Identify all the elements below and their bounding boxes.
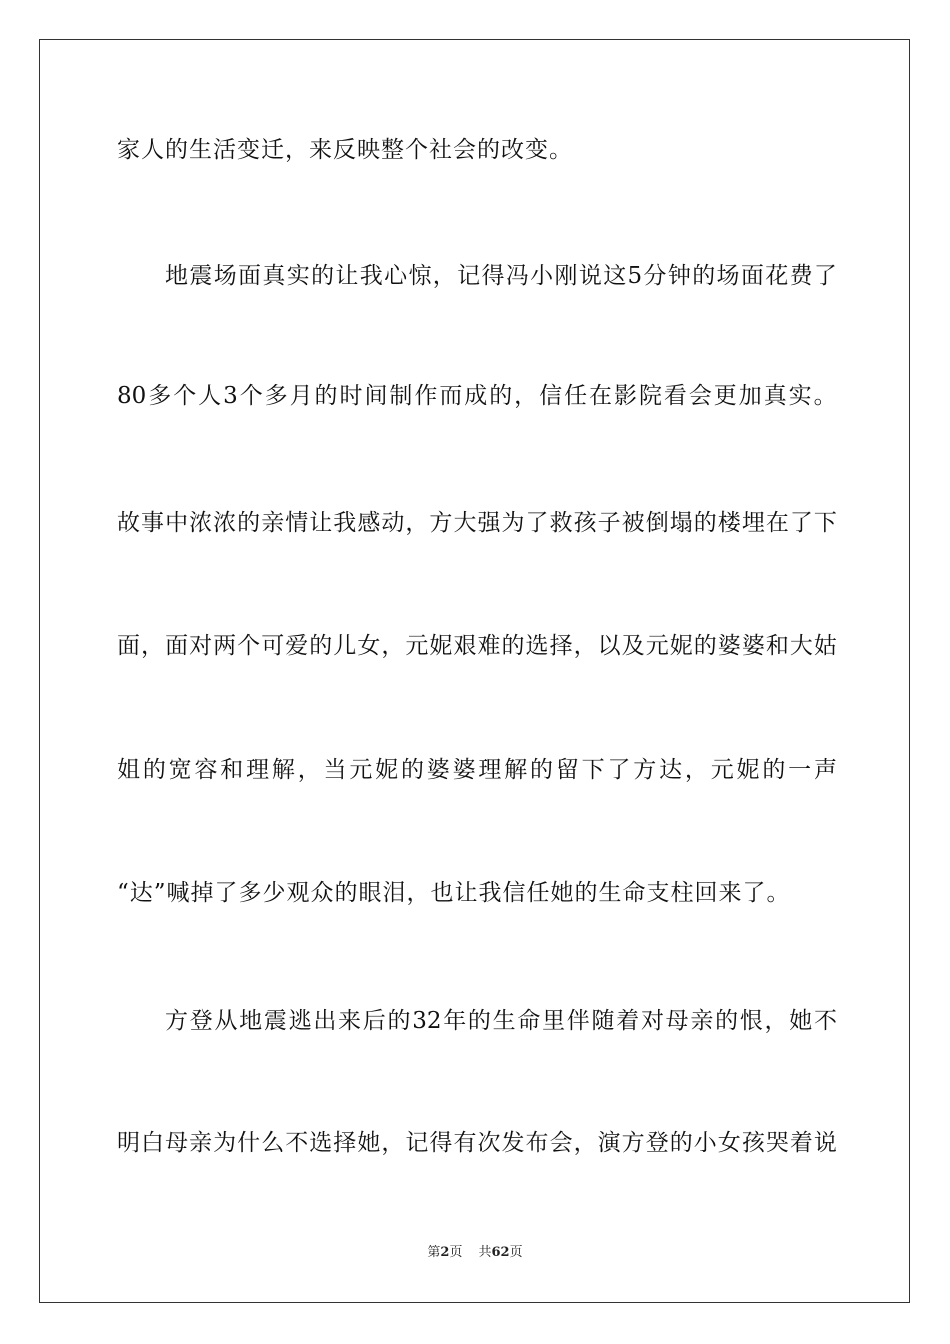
text-glyph: 的 (467, 1008, 491, 1034)
text-glyph: 一 (788, 757, 812, 783)
text-glyph: 看 (663, 383, 687, 409)
text-glyph: 么 (261, 1130, 285, 1156)
text-glyph: 发 (501, 1130, 525, 1156)
text-glyph: 方 (165, 1008, 188, 1034)
text-glyph: 的 (400, 757, 424, 783)
text-glyph: 次 (477, 1130, 501, 1156)
text-glyph: 婆 (717, 633, 741, 659)
text-glyph: 小 (530, 263, 554, 289)
text-glyph: 加 (738, 383, 762, 409)
text-glyph: 大 (453, 510, 477, 536)
text-glyph: 什 (237, 1130, 261, 1156)
text-glyph: 择 (549, 633, 573, 659)
text-glyph: 母 (665, 1008, 689, 1034)
text-glyph: 实 (286, 263, 310, 289)
text-glyph: 生 (492, 1008, 516, 1034)
text-glyph: 任 (564, 383, 588, 409)
text-glyph: 元 (405, 633, 429, 659)
text-glyph: 惊 (408, 263, 432, 289)
text-glyph: 了 (607, 757, 631, 783)
text-glyph: 下 (581, 757, 605, 783)
text-line-1: 家人的生活变迁，来反映整个社会的改变。 (117, 137, 573, 163)
text-glyph: 逃 (288, 1008, 312, 1034)
text-glyph: 事 (141, 510, 165, 536)
text-line-9 (117, 1128, 837, 1158)
text-glyph: 婆 (741, 633, 765, 659)
text-glyph: 选 (309, 1130, 333, 1156)
text-glyph: ， (514, 383, 538, 409)
text-glyph: 这 (603, 263, 627, 289)
text-glyph: 后 (362, 1008, 386, 1034)
text-glyph: 震 (263, 1008, 287, 1034)
text-glyph: 而 (439, 383, 463, 409)
text-glyph: 钟 (667, 263, 691, 289)
text-glyph: 亲 (189, 1130, 213, 1156)
text-glyph: 妮 (669, 633, 693, 659)
text-glyph: 选 (525, 633, 549, 659)
text-glyph: 楼 (717, 510, 741, 536)
text-glyph: 恨 (739, 1008, 763, 1034)
text-glyph: 着 (616, 1008, 640, 1034)
text-glyph: 来 (338, 1008, 362, 1034)
text-glyph: 难 (477, 633, 501, 659)
text-glyph: 元 (710, 757, 734, 783)
text-glyph: 元 (349, 757, 373, 783)
text-glyph: 的 (501, 633, 525, 659)
text-glyph: 姐 (117, 757, 140, 783)
text-glyph: 明 (117, 1130, 140, 1156)
text-glyph: 在 (589, 383, 613, 409)
total-prefix: 共 (478, 1245, 492, 1260)
text-glyph: 哭 (765, 1130, 789, 1156)
text-glyph: 出 (313, 1008, 337, 1034)
text-glyph: 婆 (452, 757, 476, 783)
text-line-3 (117, 381, 837, 411)
text-glyph: ， (381, 633, 405, 659)
text-glyph: 的 (387, 1008, 411, 1034)
text-glyph: 的 (692, 263, 716, 289)
text-glyph: 。 (813, 383, 837, 409)
text-line-2 (165, 261, 837, 291)
text-glyph: 不 (285, 1130, 309, 1156)
text-glyph: 母 (165, 1130, 189, 1156)
text-glyph: 多 (264, 383, 288, 409)
text-glyph: 演 (597, 1130, 621, 1156)
text-glyph: 间 (364, 383, 388, 409)
text-glyph: 场 (716, 263, 740, 289)
page-prefix: 第 (427, 1245, 441, 1260)
text-glyph: 大 (789, 633, 813, 659)
text-glyph: 她 (357, 1130, 381, 1156)
text-glyph: 的 (762, 757, 786, 783)
text-glyph: 浓 (189, 510, 213, 536)
text-glyph: 登 (645, 1130, 669, 1156)
text-glyph: 3 (223, 383, 238, 409)
text-glyph: 刚 (554, 263, 578, 289)
text-glyph: 得 (429, 1130, 453, 1156)
text-glyph: ， (297, 757, 321, 783)
text-glyph: 信 (539, 383, 563, 409)
text-glyph: 白 (141, 1130, 165, 1156)
text-glyph: 理 (246, 757, 270, 783)
text-line-5 (117, 631, 837, 661)
text-glyph: 儿 (333, 633, 357, 659)
text-glyph: 浓 (213, 510, 237, 536)
text-glyph: 会 (549, 1130, 573, 1156)
text-glyph: 的 (693, 510, 717, 536)
text-glyph: 方 (621, 1130, 645, 1156)
total-suffix: 页 (509, 1245, 523, 1260)
text-glyph: 的 (142, 757, 166, 783)
text-glyph: 随 (591, 1008, 615, 1034)
text-glyph: 作 (414, 383, 438, 409)
text-glyph: 为 (501, 510, 525, 536)
text-glyph: 子 (597, 510, 621, 536)
text-glyph: 和 (765, 633, 789, 659)
text-glyph: 从 (214, 1008, 238, 1034)
text-glyph: 费 (789, 263, 813, 289)
text-glyph: 婆 (426, 757, 450, 783)
text-glyph: 宽 (168, 757, 192, 783)
text-glyph: 制 (389, 383, 413, 409)
text-glyph: 面 (740, 263, 764, 289)
text-glyph: 孩 (573, 510, 597, 536)
text-glyph: 的 (314, 383, 338, 409)
text-glyph: 中 (165, 510, 189, 536)
text-glyph: 的 (715, 1008, 739, 1034)
text-glyph: 了 (813, 263, 837, 289)
text-glyph: 让 (335, 263, 359, 289)
text-glyph: 院 (638, 383, 662, 409)
text-glyph: 伴 (566, 1008, 590, 1034)
text-glyph: 择 (333, 1130, 357, 1156)
text-glyph: 埋 (741, 510, 765, 536)
text-glyph: 声 (813, 757, 837, 783)
text-glyph: ， (381, 1130, 405, 1156)
text-glyph: 成 (464, 383, 488, 409)
text-glyph: 的 (237, 510, 261, 536)
text-glyph: 方 (633, 757, 657, 783)
text-glyph: 会 (688, 383, 712, 409)
text-glyph: 个 (237, 633, 261, 659)
text-glyph: 当 (323, 757, 347, 783)
text-glyph: 小 (693, 1130, 717, 1156)
text-glyph: 多 (148, 383, 172, 409)
text-glyph: 姑 (813, 633, 837, 659)
text-glyph: 和 (220, 757, 244, 783)
text-glyph: 让 (309, 510, 333, 536)
text-glyph: 地 (239, 1008, 263, 1034)
text-glyph: 强 (477, 510, 501, 536)
text-glyph: ， (573, 633, 597, 659)
text-glyph: ， (432, 263, 456, 289)
text-glyph: 个 (173, 383, 197, 409)
text-glyph: 亲 (690, 1008, 714, 1034)
text-glyph: 面 (238, 263, 262, 289)
text-glyph: 感 (357, 510, 381, 536)
total-pages: 62 (491, 1245, 510, 1260)
text-glyph: 实 (788, 383, 812, 409)
text-glyph: 爱 (285, 633, 309, 659)
text-glyph: 了 (525, 510, 549, 536)
text-glyph: 妮 (429, 633, 453, 659)
text-glyph: 登 (189, 1008, 213, 1034)
text-glyph: 影 (613, 383, 637, 409)
text-glyph: 记 (405, 1130, 429, 1156)
text-glyph: 对 (189, 633, 213, 659)
text-glyph: 情 (285, 510, 309, 536)
text-glyph: 妮 (375, 757, 399, 783)
text-glyph: 年 (443, 1008, 467, 1034)
text-glyph: 记 (457, 263, 481, 289)
text-glyph: 有 (453, 1130, 477, 1156)
page-suffix: 页 (449, 1245, 463, 1260)
text-glyph: 地 (165, 263, 188, 289)
text-glyph: 可 (261, 633, 285, 659)
text-glyph: 方 (429, 510, 453, 536)
text-glyph: 32 (412, 1008, 442, 1034)
text-glyph: 两 (213, 633, 237, 659)
text-glyph: 理 (478, 757, 502, 783)
text-glyph: 下 (813, 510, 837, 536)
text-glyph: 花 (765, 263, 789, 289)
text-glyph: 倒 (645, 510, 669, 536)
text-glyph: 容 (194, 757, 218, 783)
text-glyph: 真 (262, 263, 286, 289)
text-line-4 (117, 508, 837, 538)
page-number: 2 (440, 1245, 450, 1260)
text-glyph: 人 (198, 383, 222, 409)
text-glyph: 得 (481, 263, 505, 289)
text-glyph: 命 (517, 1008, 541, 1034)
text-glyph: 女 (717, 1130, 741, 1156)
text-glyph: 她 (789, 1008, 813, 1034)
text-glyph: 冯 (505, 263, 529, 289)
text-glyph: 救 (549, 510, 573, 536)
text-glyph: 的 (693, 633, 717, 659)
text-glyph: 80 (117, 383, 147, 409)
text-glyph: 元 (645, 633, 669, 659)
text-glyph: 动 (381, 510, 405, 536)
text-glyph: 及 (621, 633, 645, 659)
text-line-7: “达”喊掉了多少观众的眼泪，也让我信任她的生命支柱回来了。 (117, 880, 791, 906)
text-glyph: ， (764, 1008, 788, 1034)
text-glyph: 震 (189, 263, 213, 289)
text-glyph: 我 (333, 510, 357, 536)
text-glyph: ， (684, 757, 708, 783)
text-glyph: 真 (763, 383, 787, 409)
text-glyph: 的 (489, 383, 513, 409)
text-glyph: 我 (359, 263, 383, 289)
text-glyph: 说 (813, 1130, 837, 1156)
text-glyph: 里 (542, 1008, 566, 1034)
text-glyph: 场 (213, 263, 237, 289)
text-glyph: 面 (117, 633, 140, 659)
text-glyph: 被 (621, 510, 645, 536)
text-glyph: 塌 (669, 510, 693, 536)
text-glyph: 妮 (736, 757, 760, 783)
text-glyph: 对 (640, 1008, 664, 1034)
text-glyph: 故 (117, 510, 140, 536)
text-glyph: 月 (289, 383, 313, 409)
text-glyph: 了 (789, 510, 813, 536)
text-glyph: 不 (813, 1008, 837, 1034)
text-glyph: ， (405, 510, 429, 536)
text-glyph: 5 (627, 263, 643, 289)
text-glyph: 的 (669, 1130, 693, 1156)
text-glyph: 面 (165, 633, 189, 659)
text-glyph: 留 (555, 757, 579, 783)
text-glyph: 心 (384, 263, 408, 289)
text-glyph: 个 (239, 383, 263, 409)
text-glyph: ， (573, 1130, 597, 1156)
text-glyph: 的 (530, 757, 553, 783)
text-glyph: 着 (789, 1130, 813, 1156)
text-glyph: 更 (713, 383, 737, 409)
text-glyph: 女 (357, 633, 381, 659)
page-footer (0, 1244, 950, 1262)
text-glyph: 说 (578, 263, 602, 289)
text-glyph: 时 (339, 383, 363, 409)
text-glyph: 的 (309, 633, 333, 659)
page-border (39, 39, 910, 1303)
text-glyph: ， (141, 633, 165, 659)
text-glyph: 在 (765, 510, 789, 536)
text-glyph: 布 (525, 1130, 549, 1156)
text-glyph: 艰 (453, 633, 477, 659)
text-glyph: 为 (213, 1130, 237, 1156)
text-glyph: 分 (643, 263, 667, 289)
text-glyph: 达 (659, 757, 683, 783)
text-line-6 (117, 755, 837, 785)
text-glyph: 解 (271, 757, 295, 783)
text-glyph: 以 (597, 633, 621, 659)
text-glyph: 孩 (741, 1130, 765, 1156)
text-glyph: 亲 (261, 510, 285, 536)
text-line-8 (165, 1006, 837, 1036)
text-glyph: 解 (504, 757, 528, 783)
text-glyph: 的 (311, 263, 335, 289)
